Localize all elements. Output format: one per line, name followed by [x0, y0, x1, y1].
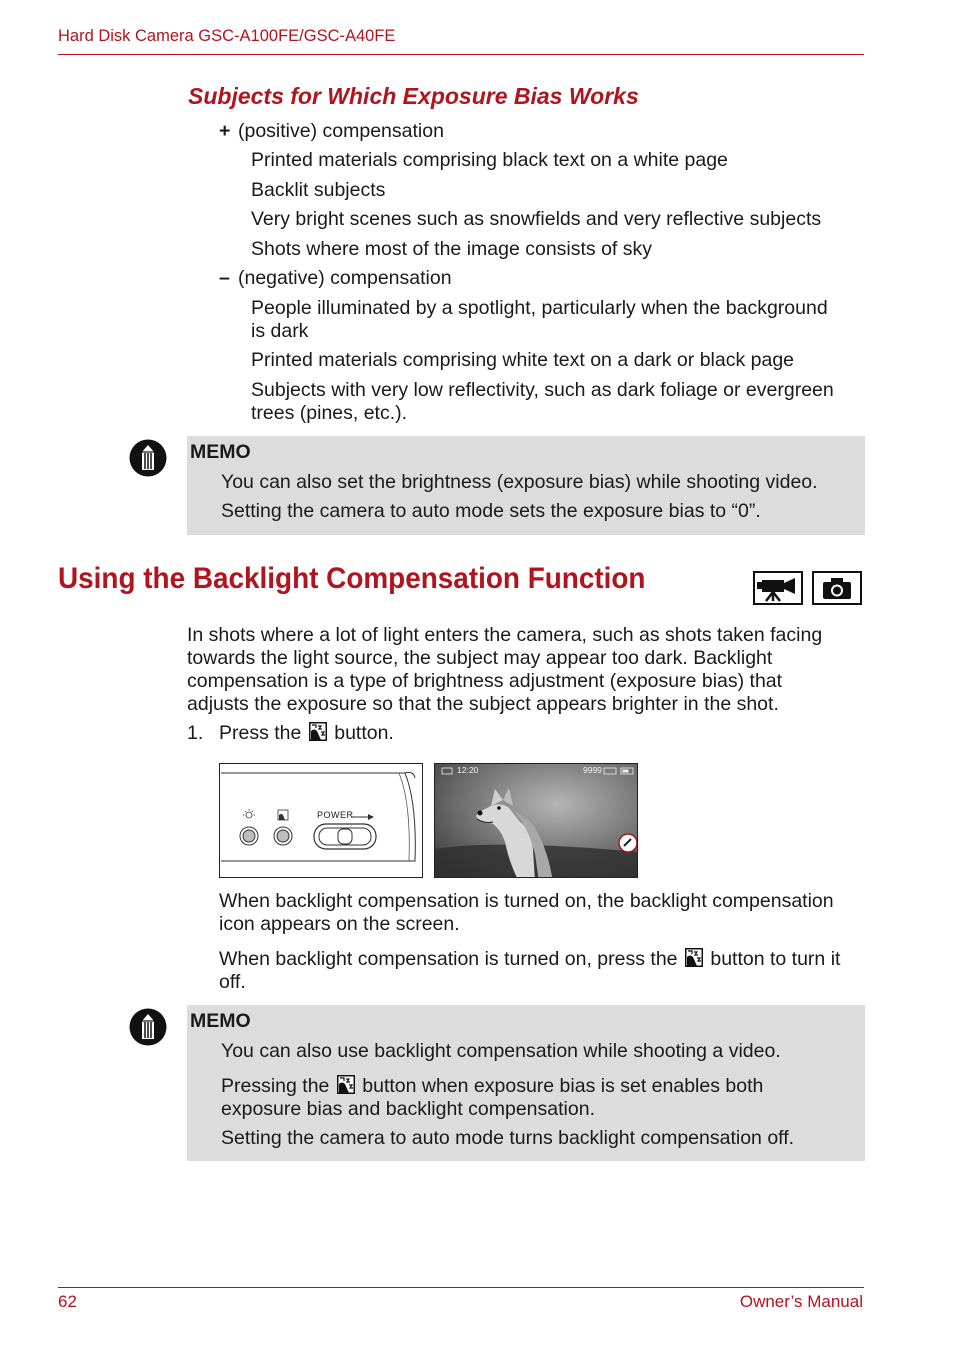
memo-line: Setting the camera to auto mode turns backlight compensation off.: [221, 1127, 795, 1149]
minus-sign: –: [219, 267, 230, 289]
list-item-line: Subjects with very low reflectivity, such as dark foliage or evergreen: [251, 379, 834, 401]
note-text-before: When backlight compensation is turned on, press the: [219, 948, 678, 970]
list-item-line: People illuminated by a spotlight, particularly when the background: [251, 297, 828, 319]
list-item: Printed materials comprising black text on a white page: [251, 149, 728, 171]
subsection-title: Subjects for Which Exposure Bias Works: [188, 83, 639, 109]
screen-illustration: [434, 763, 638, 878]
paragraph-line: off.: [219, 971, 246, 993]
negative-compensation-heading: [219, 267, 452, 290]
memo-title: MEMO: [190, 441, 251, 463]
list-item: Shots where most of the image consists of sky: [251, 238, 653, 260]
header-rule: [58, 54, 864, 55]
list-item: [251, 349, 794, 372]
paragraph-line: adjusts the exposure so that the subject appears brighter in the shot.: [187, 693, 779, 715]
paragraph-line: compensation is a type of brightness adjustment (exposure bias) that: [187, 670, 783, 692]
negative-compensation-label: (negative) compensation: [238, 267, 452, 289]
list-item-line: trees (pines, etc.).: [251, 402, 408, 424]
screen-time-readout: 12:20: [457, 765, 479, 775]
paragraph-line: icon appears on the screen.: [219, 913, 460, 935]
backlight-icon: [685, 948, 703, 967]
positive-compensation-heading: [219, 120, 444, 143]
memo-line: You can also set the brightness (exposure bias) while shooting video.: [221, 471, 818, 493]
paragraph-line: When backlight compensation is turned on, the backlight compensation: [219, 890, 834, 912]
manual-title: Owner’s Manual: [739, 1292, 863, 1311]
power-label: POWER: [317, 810, 354, 820]
memo-text-after: button when exposure bias is set enables both: [362, 1075, 764, 1097]
positive-compensation-label: (positive) compensation: [238, 120, 444, 142]
list-item: [251, 297, 828, 343]
list-item-line: Printed materials comprising white text on a dark or black page: [251, 349, 795, 371]
paragraph-line: [219, 948, 840, 971]
list-item-line: is dark: [251, 320, 309, 342]
memo-text-before: Pressing the: [221, 1075, 330, 1097]
page-number: 62: [58, 1292, 77, 1311]
screen-count-readout: 9999: [583, 765, 602, 775]
memo-pencil-icon: [129, 1008, 167, 1046]
camera-buttons-illustration: [219, 763, 423, 878]
paragraph-line: In shots where a lot of light enters the camera, such as shots taken facing: [187, 624, 823, 646]
paragraph-line: towards the light source, the subject may appear too dark. Backlight: [187, 647, 773, 669]
backlight-icon: [309, 722, 327, 741]
section-title: Using the Backlight Compensation Function: [58, 562, 646, 595]
note-paragraph: [219, 890, 834, 936]
note-paragraph: [219, 948, 840, 994]
plus-sign: +: [219, 120, 231, 142]
memo-line: exposure bias and backlight compensation.: [221, 1098, 595, 1120]
memo-line: You can also use backlight compensation while shooting a video.: [221, 1040, 781, 1062]
still-camera-icon: [812, 571, 862, 605]
list-item: [251, 379, 834, 425]
memo-box: [187, 1005, 865, 1161]
running-header: Hard Disk Camera GSC-A100FE/GSC-A40FE: [58, 27, 396, 45]
memo-pencil-icon: [129, 439, 167, 477]
list-item: Backlit subjects: [251, 179, 386, 201]
intro-paragraph: [187, 624, 867, 716]
backlight-icon: [337, 1075, 355, 1094]
footer-rule: [58, 1287, 864, 1288]
step-text-after: button.: [334, 722, 394, 744]
step-1: [187, 722, 394, 745]
step-number: 1.: [187, 722, 204, 744]
memo-line: Setting the camera to auto mode sets the exposure bias to “0”.: [221, 500, 761, 522]
memo-line: [221, 1075, 763, 1098]
memo-box: [187, 436, 865, 535]
note-text-after: button to turn it: [710, 948, 841, 970]
video-camera-icon: [753, 571, 803, 605]
memo-title: MEMO: [190, 1010, 251, 1032]
list-item: Very bright scenes such as snowfields and very reflective subjects: [251, 208, 822, 230]
step-text-before: Press the: [219, 722, 302, 744]
